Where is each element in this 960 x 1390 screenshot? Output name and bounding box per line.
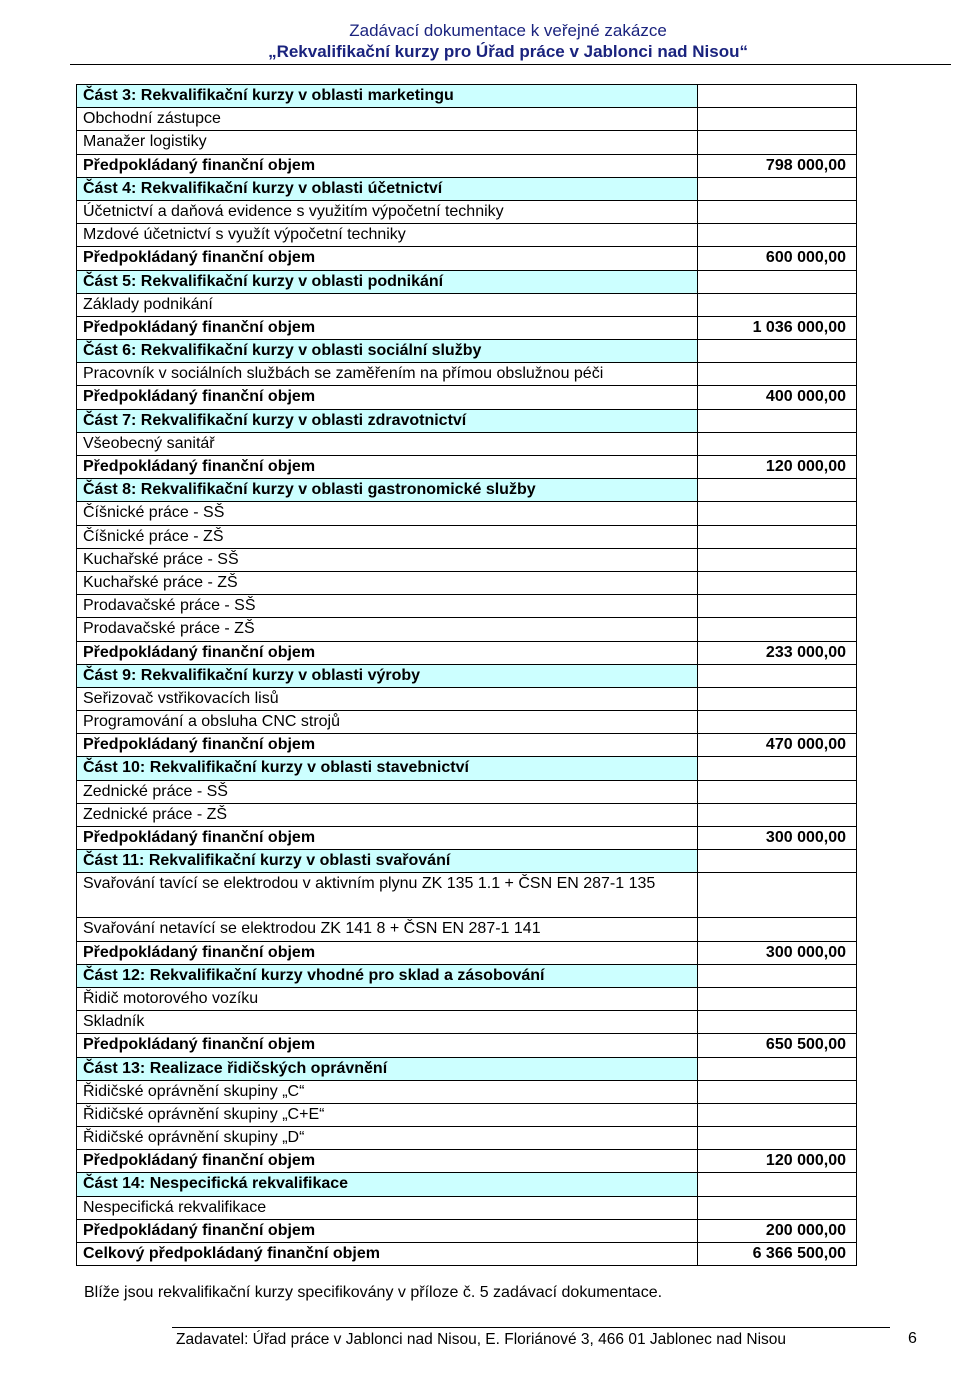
row-label: Manažer logistiky bbox=[77, 131, 698, 154]
course-row bbox=[77, 1103, 857, 1126]
row-label: Předpokládaný finanční objem bbox=[77, 641, 698, 664]
part-header-row bbox=[77, 1057, 857, 1080]
row-value bbox=[698, 525, 857, 548]
row-value bbox=[698, 987, 857, 1010]
row-label: Mzdové účetnictví s využít výpočetní techniky bbox=[77, 224, 698, 247]
total-row bbox=[77, 456, 857, 479]
row-label: Předpokládaný finanční objem bbox=[77, 1150, 698, 1173]
row-value: 1 036 000,00 bbox=[698, 316, 857, 339]
course-row bbox=[77, 595, 857, 618]
part-header-row bbox=[77, 479, 857, 502]
page-number: 6 bbox=[908, 1330, 917, 1347]
row-value: 6 366 500,00 bbox=[698, 1243, 857, 1266]
row-value bbox=[698, 479, 857, 502]
course-row bbox=[77, 200, 857, 223]
row-label: Zednické práce - SŠ bbox=[77, 780, 698, 803]
total-row bbox=[77, 734, 857, 757]
row-label: Část 13: Realizace řidičských oprávnění bbox=[77, 1057, 698, 1080]
row-value: 120 000,00 bbox=[698, 1150, 857, 1173]
row-value bbox=[698, 873, 857, 918]
row-value bbox=[698, 711, 857, 734]
row-value bbox=[698, 1011, 857, 1034]
header-line-1: Zadávací dokumentace k veřejné zakázce bbox=[349, 21, 667, 40]
row-label: Část 10: Rekvalifikační kurzy v oblasti stavebnictví bbox=[77, 757, 698, 780]
total-row bbox=[77, 247, 857, 270]
row-value bbox=[698, 131, 857, 154]
row-value: 300 000,00 bbox=[698, 827, 857, 850]
part-header-row bbox=[77, 850, 857, 873]
row-value: 400 000,00 bbox=[698, 386, 857, 409]
row-label: Obchodní zástupce bbox=[77, 108, 698, 131]
course-row bbox=[77, 571, 857, 594]
course-row bbox=[77, 803, 857, 826]
row-label: Skladník bbox=[77, 1011, 698, 1034]
footer-text: Zadavatel: Úřad práce v Jablonci nad Nisou, E. Floriánové 3, 466 01 Jablonec nad Nisou bbox=[176, 1331, 787, 1348]
course-row bbox=[77, 987, 857, 1010]
row-value bbox=[698, 780, 857, 803]
row-value: 200 000,00 bbox=[698, 1219, 857, 1242]
row-label: Předpokládaný finanční objem bbox=[77, 386, 698, 409]
row-value bbox=[698, 850, 857, 873]
row-label: Předpokládaný finanční objem bbox=[77, 941, 698, 964]
row-value bbox=[698, 618, 857, 641]
row-label: Předpokládaný finanční objem bbox=[77, 247, 698, 270]
part-header-row bbox=[77, 85, 857, 108]
total-row bbox=[77, 1219, 857, 1242]
row-label: Řidič motorového vozíku bbox=[77, 987, 698, 1010]
row-label: Část 5: Rekvalifikační kurzy v oblasti podnikání bbox=[77, 270, 698, 293]
row-label: Prodavačské práce - ZŠ bbox=[77, 618, 698, 641]
row-value bbox=[698, 85, 857, 108]
part-header-row bbox=[77, 340, 857, 363]
total-row bbox=[77, 1243, 857, 1266]
row-value bbox=[698, 108, 857, 131]
part-header-row bbox=[77, 664, 857, 687]
row-value: 233 000,00 bbox=[698, 641, 857, 664]
total-row bbox=[77, 941, 857, 964]
row-label: Část 14: Nespecifická rekvalifikace bbox=[77, 1173, 698, 1196]
row-value bbox=[698, 1103, 857, 1126]
part-header-row bbox=[77, 177, 857, 200]
row-label: Část 12: Rekvalifikační kurzy vhodné pro sklad a zásobování bbox=[77, 964, 698, 987]
total-row bbox=[77, 641, 857, 664]
row-label: Část 3: Rekvalifikační kurzy v oblasti marketingu bbox=[77, 85, 698, 108]
course-row bbox=[77, 1127, 857, 1150]
row-label: Část 7: Rekvalifikační kurzy v oblasti zdravotnictví bbox=[77, 409, 698, 432]
course-row bbox=[77, 293, 857, 316]
row-label: Číšnické práce - SŠ bbox=[77, 502, 698, 525]
course-row bbox=[77, 108, 857, 131]
part-header-row bbox=[77, 757, 857, 780]
row-value bbox=[698, 177, 857, 200]
row-label: Část 4: Rekvalifikační kurzy v oblasti účetnictví bbox=[77, 177, 698, 200]
course-row bbox=[77, 502, 857, 525]
row-value: 650 500,00 bbox=[698, 1034, 857, 1057]
row-value bbox=[698, 1127, 857, 1150]
course-row bbox=[77, 918, 857, 941]
note-text: Blíže jsou rekvalifikační kurzy specifikovány v příloze č. 5 zadávací dokumentace. bbox=[84, 1284, 663, 1301]
row-value: 600 000,00 bbox=[698, 247, 857, 270]
row-label: Část 11: Rekvalifikační kurzy v oblasti svařování bbox=[77, 850, 698, 873]
row-value: 470 000,00 bbox=[698, 734, 857, 757]
row-label: Svařování netavící se elektrodou ZK 141 8 + ČSN EN 287-1 141 bbox=[77, 918, 698, 941]
course-row bbox=[77, 432, 857, 455]
row-value bbox=[698, 1196, 857, 1219]
row-label: Číšnické práce - ZŠ bbox=[77, 525, 698, 548]
row-value bbox=[698, 293, 857, 316]
row-label: Nespecifická rekvalifikace bbox=[77, 1196, 698, 1219]
course-row bbox=[77, 711, 857, 734]
part-header-row bbox=[77, 409, 857, 432]
header-line-2: „Rekvalifikační kurzy pro Úřad práce v Jablonci nad Nisou“ bbox=[268, 42, 748, 61]
total-row bbox=[77, 827, 857, 850]
course-row bbox=[77, 1080, 857, 1103]
row-label: Předpokládaný finanční objem bbox=[77, 1219, 698, 1242]
row-value bbox=[698, 224, 857, 247]
footer-divider bbox=[172, 1327, 890, 1328]
total-row bbox=[77, 1034, 857, 1057]
row-label: Základy podnikání bbox=[77, 293, 698, 316]
row-value bbox=[698, 409, 857, 432]
total-row bbox=[77, 316, 857, 339]
row-value bbox=[698, 363, 857, 386]
part-header-row bbox=[77, 1173, 857, 1196]
row-label: Předpokládaný finanční objem bbox=[77, 456, 698, 479]
course-row bbox=[77, 1011, 857, 1034]
row-value: 120 000,00 bbox=[698, 456, 857, 479]
row-label: Předpokládaný finanční objem bbox=[77, 1034, 698, 1057]
row-label: Účetnictví a daňová evidence s využitím výpočetní techniky bbox=[77, 200, 698, 223]
row-value bbox=[698, 664, 857, 687]
row-value bbox=[698, 757, 857, 780]
part-header-row bbox=[77, 270, 857, 293]
row-label: Část 9: Rekvalifikační kurzy v oblasti výroby bbox=[77, 664, 698, 687]
row-label: Kuchařské práce - SŠ bbox=[77, 548, 698, 571]
document-header bbox=[268, 20, 748, 62]
part-header-row bbox=[77, 964, 857, 987]
row-label: Zednické práce - ZŠ bbox=[77, 803, 698, 826]
course-row bbox=[77, 224, 857, 247]
course-row bbox=[77, 363, 857, 386]
budget-table bbox=[76, 84, 857, 1266]
row-label: Předpokládaný finanční objem bbox=[77, 154, 698, 177]
row-label: Pracovník v sociálních službách se zaměřením na přímou obslužnou péči bbox=[77, 363, 698, 386]
total-row bbox=[77, 386, 857, 409]
row-label: Řidičské oprávnění skupiny „C+E“ bbox=[77, 1103, 698, 1126]
total-row bbox=[77, 1150, 857, 1173]
row-label: Programování a obsluha CNC strojů bbox=[77, 711, 698, 734]
row-value bbox=[698, 964, 857, 987]
row-label: Prodavačské práce - SŠ bbox=[77, 595, 698, 618]
row-label: Kuchařské práce - ZŠ bbox=[77, 571, 698, 594]
row-label: Předpokládaný finanční objem bbox=[77, 316, 698, 339]
row-label: Část 6: Rekvalifikační kurzy v oblasti sociální služby bbox=[77, 340, 698, 363]
row-label: Předpokládaný finanční objem bbox=[77, 734, 698, 757]
row-value bbox=[698, 200, 857, 223]
row-value: 300 000,00 bbox=[698, 941, 857, 964]
row-label: Část 8: Rekvalifikační kurzy v oblasti gastronomické služby bbox=[77, 479, 698, 502]
row-label: Předpokládaný finanční objem bbox=[77, 827, 698, 850]
row-value: 798 000,00 bbox=[698, 154, 857, 177]
course-row bbox=[77, 618, 857, 641]
course-row bbox=[77, 1196, 857, 1219]
row-value bbox=[698, 270, 857, 293]
row-label: Svařování tavící se elektrodou v aktivním plynu ZK 135 1.1 + ČSN EN 287-1 135 bbox=[77, 873, 698, 918]
course-row bbox=[77, 687, 857, 710]
row-value bbox=[698, 1173, 857, 1196]
row-value bbox=[698, 1057, 857, 1080]
row-label: Všeobecný sanitář bbox=[77, 432, 698, 455]
course-row bbox=[77, 131, 857, 154]
row-value bbox=[698, 502, 857, 525]
row-value bbox=[698, 687, 857, 710]
row-label: Řidičské oprávnění skupiny „C“ bbox=[77, 1080, 698, 1103]
row-value bbox=[698, 432, 857, 455]
row-label: Seřizovač vstřikovacích lisů bbox=[77, 687, 698, 710]
row-value bbox=[698, 1080, 857, 1103]
header-divider bbox=[70, 64, 951, 65]
row-value bbox=[698, 595, 857, 618]
row-label: Řidičské oprávnění skupiny „D“ bbox=[77, 1127, 698, 1150]
row-value bbox=[698, 340, 857, 363]
row-value bbox=[698, 918, 857, 941]
row-label: Celkový předpokládaný finanční objem bbox=[77, 1243, 698, 1266]
course-row bbox=[77, 548, 857, 571]
total-row bbox=[77, 154, 857, 177]
course-row bbox=[77, 780, 857, 803]
row-value bbox=[698, 548, 857, 571]
budget-table-body bbox=[77, 85, 857, 1266]
course-row bbox=[77, 873, 857, 918]
row-value bbox=[698, 571, 857, 594]
row-value bbox=[698, 803, 857, 826]
course-row bbox=[77, 525, 857, 548]
